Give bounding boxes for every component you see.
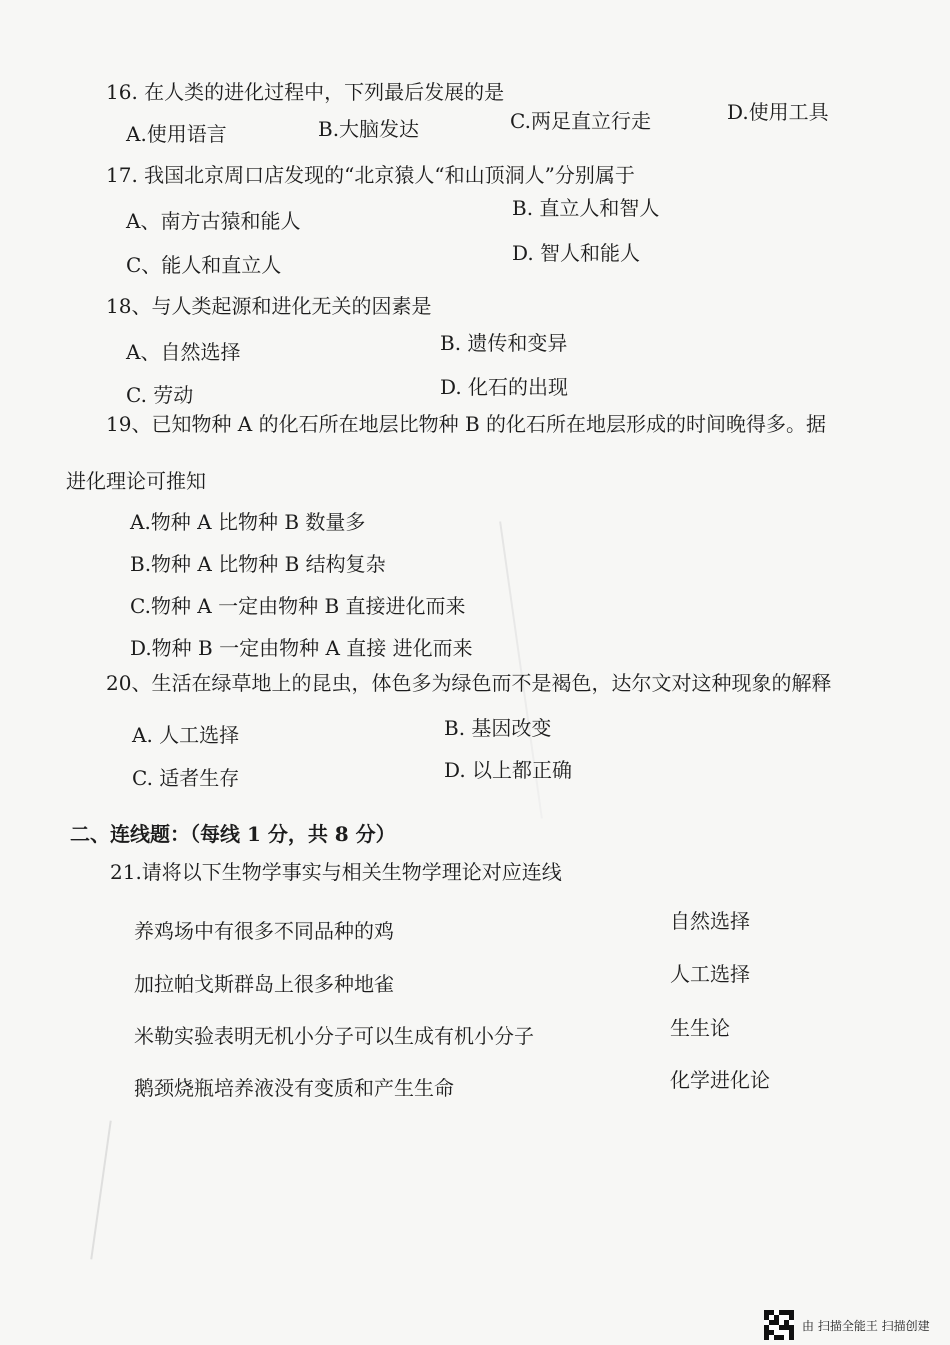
q19-option-c: C.物种 A 一定由物种 B 直接进化而来 <box>130 594 466 618</box>
question-21-stem: 21.请将以下生物学事实与相关生物学理论对应连线 <box>110 860 562 884</box>
fact-item: 养鸡场中有很多不同品种的鸡 <box>134 919 394 943</box>
qr-code-icon <box>764 1310 794 1340</box>
section-2-title: 二、连线题：（每线 1 分，共 8 分） <box>70 822 396 846</box>
scanner-watermark <box>764 1310 930 1340</box>
q19-option-a: A.物种 A 比物种 B 数量多 <box>130 510 366 534</box>
q19-option-d: D.物种 B 一定由物种 A 直接 进化而来 <box>130 636 473 660</box>
scanner-text: 由 扫描全能王 扫描创建 <box>802 1318 930 1333</box>
q18-option-a: A、自然选择 <box>126 340 241 364</box>
fact-item: 米勒实验表明无机小分子可以生成有机小分子 <box>134 1024 534 1048</box>
q16-option-d: D.使用工具 <box>727 100 829 124</box>
q16-option-c: C.两足直立行走 <box>510 109 651 133</box>
q20-option-c: C. 适者生存 <box>132 766 240 790</box>
q20-option-a: A. 人工选择 <box>132 723 240 747</box>
q18-option-c: C. 劳动 <box>126 383 194 407</box>
theory-item: 自然选择 <box>670 909 750 933</box>
question-19-stem-cont: 进化理论可推知 <box>66 469 206 493</box>
q18-option-d: D. 化石的出现 <box>440 375 569 399</box>
theory-item: 生生论 <box>670 1016 730 1040</box>
question-19-stem: 19、已知物种 A 的化石所在地层比物种 B 的化石所在地层形成的时间晚得多。据 <box>106 412 827 436</box>
question-17-stem: 17. 我国北京周口店发现的“北京猿人“和山顶洞人”分别属于 <box>106 163 635 187</box>
question-18-stem: 18、与人类起源和进化无关的因素是 <box>106 294 432 318</box>
theory-item: 化学进化论 <box>670 1068 770 1092</box>
theory-item: 人工选择 <box>670 962 750 986</box>
q17-option-b: B. 直立人和智人 <box>512 196 660 220</box>
q16-option-a: A.使用语言 <box>126 122 227 146</box>
q17-option-a: A、南方古猿和能人 <box>126 209 301 233</box>
q16-option-b: B.大脑发达 <box>318 117 420 141</box>
fact-item: 加拉帕戈斯群岛上很多种地雀 <box>134 972 394 996</box>
q20-option-b: B. 基因改变 <box>444 716 552 740</box>
q20-option-d: D. 以上都正确 <box>444 758 573 782</box>
paper-crease <box>90 1121 111 1260</box>
q17-option-d: D. 智人和能人 <box>512 241 641 265</box>
q17-option-c: C、能人和直立人 <box>126 253 282 277</box>
q19-option-b: B.物种 A 比物种 B 结构复杂 <box>130 552 386 576</box>
question-20-stem: 20、生活在绿草地上的昆虫，体色多为绿色而不是褐色，达尔文对这种现象的解释 <box>106 671 832 695</box>
fact-item: 鹅颈烧瓶培养液没有变质和产生生命 <box>134 1076 454 1100</box>
q18-option-b: B. 遗传和变异 <box>440 331 568 355</box>
question-16-stem: 16. 在人类的进化过程中，下列最后发展的是 <box>106 80 505 104</box>
